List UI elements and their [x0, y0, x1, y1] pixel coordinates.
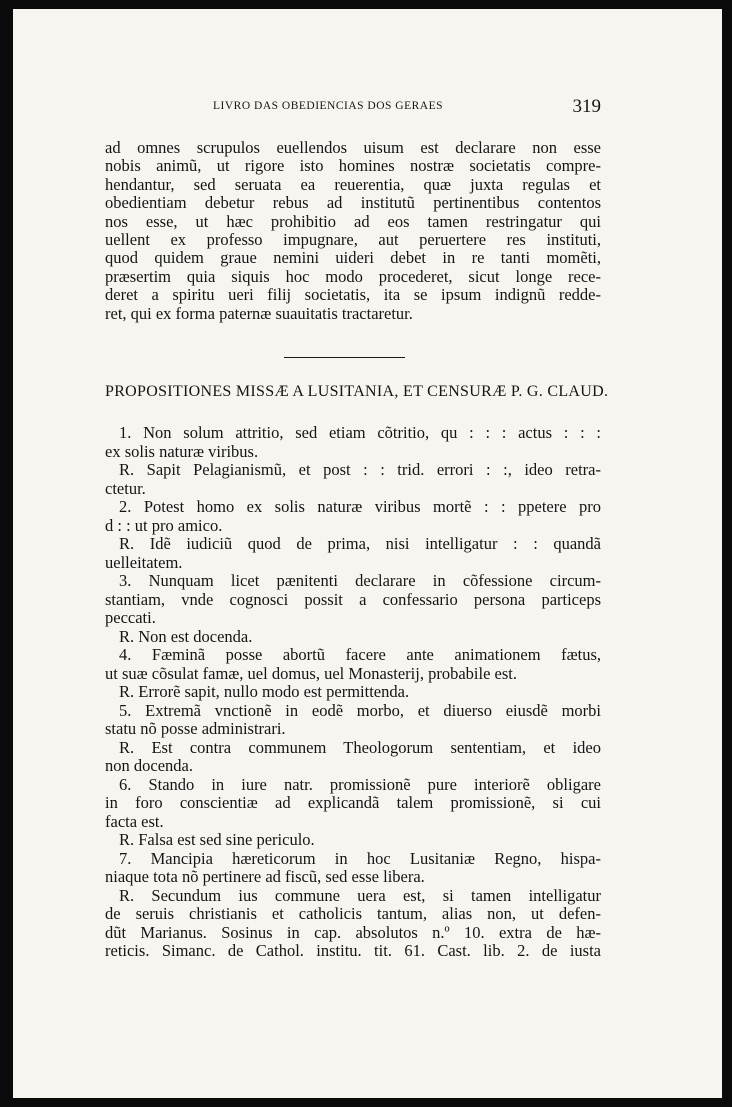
proposition-line: 7. Mancipia hæreticorum in hoc Lusitaniæ Regno, hispa- [119, 848, 601, 868]
propositions-list [105, 424, 601, 961]
proposition-line: R. Non est docenda. [119, 626, 253, 646]
proposition-line: reticis. Simanc. de Cathol. institu. tit. 61. Cast. lib. 2. de iusta [105, 941, 601, 960]
section-heading: PROPOSITIONES MISSÆ A LUSITANIA, ET CENSURÆ P. G. CLAUD. [105, 383, 609, 400]
proposition-line: 4. Fæminã posse abortũ facere ante animationem fætus, [119, 645, 601, 664]
proposition-line: R. Est contra communem Theologorum sententiam, et ideo [119, 737, 601, 757]
proposition-line: 5. Extremã vnctionẽ in eodẽ morbo, et diuerso eiusdẽ morbi [119, 700, 601, 720]
proposition-line: 1. Non solum attritio, sed etiam cõtritio, qu : : : actus : : : [119, 423, 601, 442]
proposition-line: ex solis naturæ viribus. [105, 441, 259, 461]
text-line: ret, qui ex forma paternæ suauitatis tractaretur. [105, 303, 413, 323]
text-line: præsertim quia siquis hoc modo procederet, sicut longe rece- [105, 266, 601, 286]
proposition-line: R. Errorẽ sapit, nullo modo est permittenda. [119, 682, 410, 701]
proposition-line: stantiam, vnde cognosci possit a confessario persona particeps [105, 589, 601, 609]
running-title: LIVRO DAS OBEDIENCIAS DOS GERAES [213, 100, 444, 112]
proposition-line: R. Falsa est sed sine periculo. [119, 830, 315, 849]
proposition-line: R. Secundum ius commune uera est, si tamen intelligatur [119, 885, 601, 905]
proposition-line: 3. Nunquam licet pænitenti declarare in cõfessione circum- [119, 571, 601, 590]
proposition-line: in foro conscientiæ ad explicandã talem promissionẽ, si cui [105, 793, 601, 812]
book-page [13, 9, 722, 1098]
proposition-line: uelleitatem. [105, 552, 183, 572]
proposition-line: 2. Potest homo ex solis naturæ viribus mortẽ : : ppetere pro [119, 497, 601, 516]
section-divider [284, 357, 405, 358]
proposition-line: R. Sapit Pelagianismũ, et post : : trid. errori : :, ideo retra- [119, 460, 601, 479]
proposition-line: de seruis christianis et catholicis tantum, alias non, ut defen- [105, 904, 601, 923]
text-line: quod quidem graue nemini uideri debet in re tanti momẽti, [105, 248, 601, 268]
proposition-line: 6. Stando in iure natr. promissionẽ pure interiorẽ obligare [119, 774, 601, 794]
proposition-line: R. Idẽ iudiciũ quod de prima, nisi intelligatur : : quandã [119, 534, 601, 553]
proposition-line: non docenda. [105, 756, 193, 775]
proposition-line: d : : ut pro amico. [105, 515, 223, 535]
text-line: hendantur, sed seruata ea reuerentia, quæ juxta regulas et [105, 174, 601, 194]
proposition-line: dũt Marianus. Sosinus in cap. absolutos n.º 10. extra de hæ- [105, 922, 601, 942]
proposition-line: ctetur. [105, 478, 146, 498]
page-number: 319 [572, 96, 601, 117]
proposition-line: facta est. [105, 811, 164, 831]
text-line: nobis animũ, ut rigore isto homines nostræ societatis compre- [105, 156, 601, 176]
text-line: ad omnes scrupulos euellendos uisum est declarare non esse [105, 138, 601, 157]
text-line: obedientiam debetur rebus ad institutũ pertinentibus contentos [105, 193, 601, 213]
text-line: deret a spiritu ueri filij societatis, ita se ipsum indignũ redde- [105, 285, 601, 305]
text-line: nos esse, ut hæc prohibitio ad eos tamen restringatur qui [105, 211, 601, 231]
proposition-line: niaque tota nõ pertinere ad fiscũ, sed esse libera. [105, 867, 425, 886]
running-head [105, 96, 601, 120]
proposition-line: ut suæ cõsulat famæ, uel domus, uel Monasterij, probabile est. [105, 663, 517, 683]
intro-paragraph [105, 139, 601, 323]
proposition-line: peccati. [105, 608, 156, 627]
text-line: uellent ex professo impugnare, aut peruertere res instituti, [105, 230, 601, 250]
proposition-line: statu nõ posse administrari. [105, 719, 286, 738]
